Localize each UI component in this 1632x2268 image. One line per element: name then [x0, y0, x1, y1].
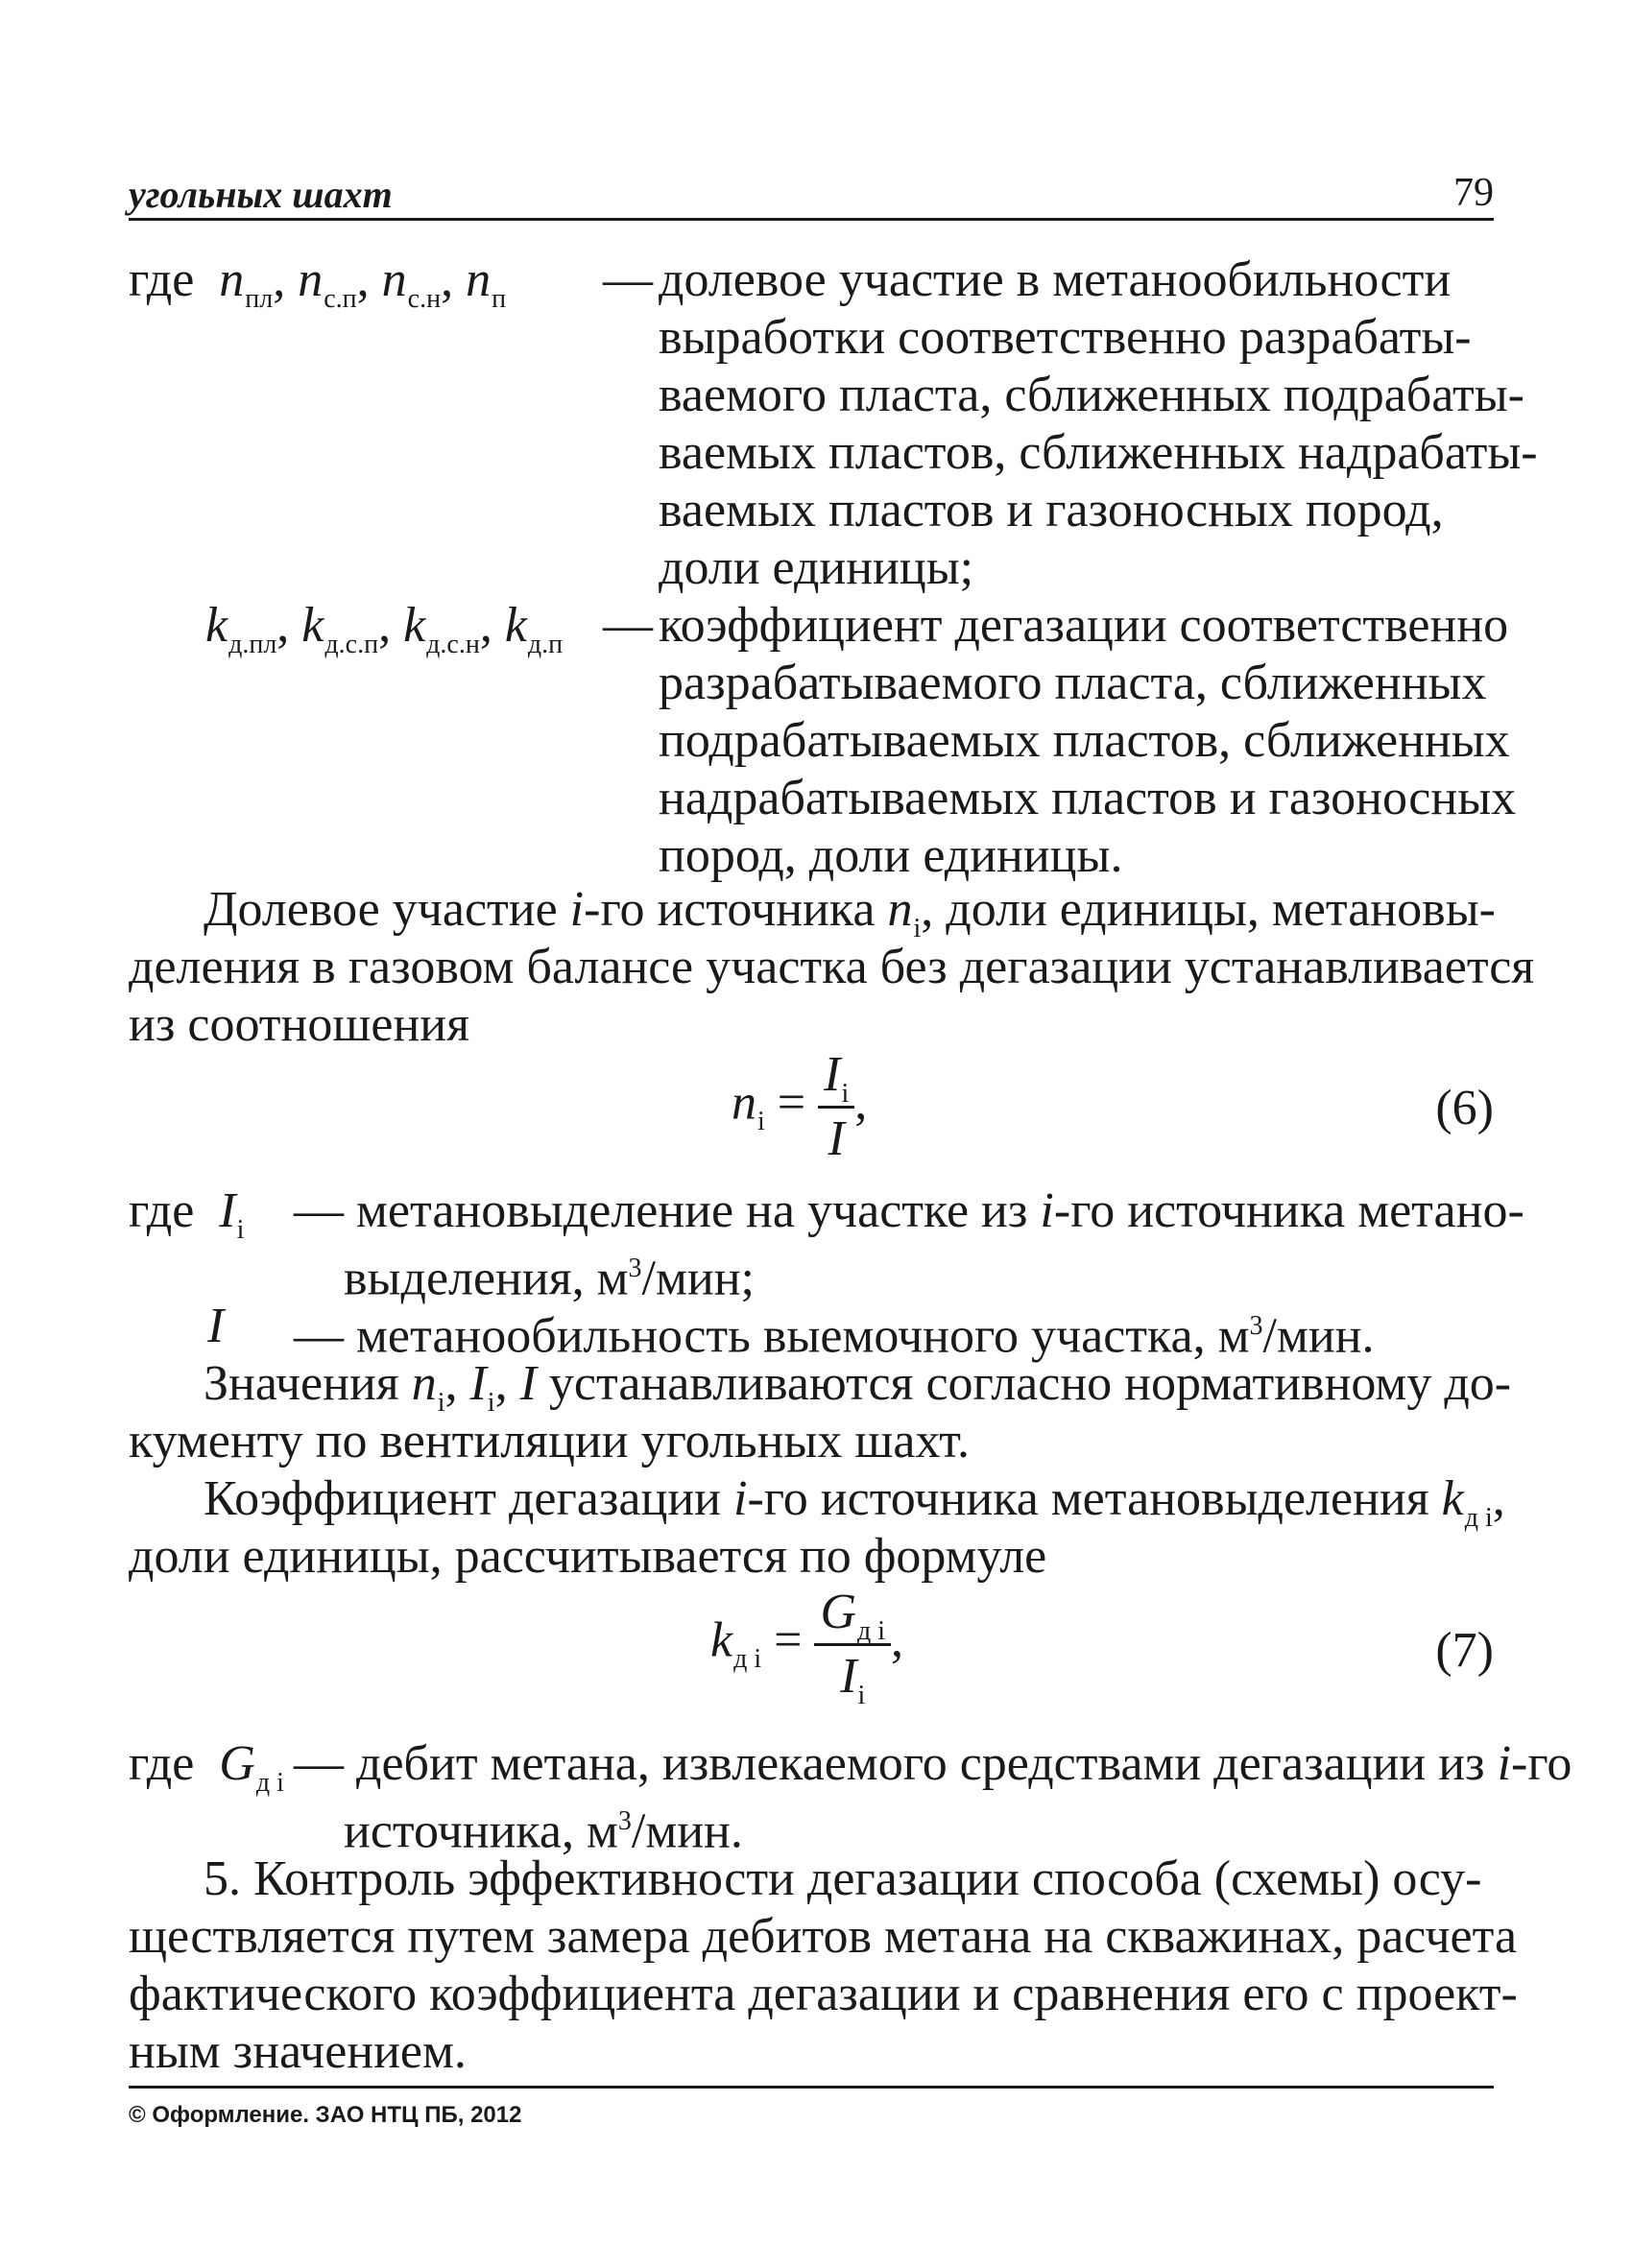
definition-n-symbols: где $n_{пл}$, $n_{с.п}$, $n_{с.н}$, $n_п$	[129, 252, 507, 314]
running-header	[129, 168, 1494, 221]
fraction: $\frac{I_i}{I}$	[818, 1046, 854, 1168]
definition-dash: —	[603, 598, 653, 653]
paragraph-share: Долевое участие i-го источника $n_i$, доли единицы, метановы- деления в газовом балансе участка без дегазации устанавливается из соотношения	[129, 882, 1535, 1052]
footer	[129, 2086, 1494, 2129]
equation-6: $n_i$ = $\frac{I_i}{I}$ ,	[732, 1047, 868, 1166]
equation-number: (6)	[1435, 1081, 1494, 1135]
paragraph-control: 5. Контроль эффективности дегазации способа (схемы) осу- ществляется путем замера дебитов метана на скважинах, расчета фактического коэффициента дегазации и сравнения его с проект- ным значением.	[129, 1851, 1518, 2079]
definition-dash: —	[603, 252, 653, 307]
definition-k	[129, 597, 1517, 885]
definitions-n-k	[129, 251, 1538, 885]
paragraph-values: Значения $n_i$, $I_i$, I устанавливаются согласно нормативному до- кументу по вентиляции угольных шахт.	[129, 1356, 1512, 1468]
document-page: угольных шахт 79 где $n_{пл}$, $n_{с.п}$, $n_{с.н}$, $n_п$ — долевое участие в метанообильности выработки соответственно разрабаты- ваемого пласта, сближенных подрабаты- ваемых пластов, сближенных надрабаты- ваемых пластов и газоносных пород, доли единицы; $k_{д.пл}$, $k_{д.с.п}$, $k_{д.с.н}$, $k_{д.п}$ — коэффициент дегазации соответственно разрабатываемого пласта, сближенных подрабатываемых пластов, сближенных надрабатываемых пластов и газоносных пород, доли единицы. Долевое участие i-го источника $n_i$, доли единицы, метановы- деления в газовом балансе участка без дегазации устанавливается из соотношения $n_i$ = $\frac{I_i}{I}$ , (6) где $I_i$ — метановыделение на участке из i-го источника метано- выделения, $м^3$/мин; I — метанообильность выемочного участка, $м^3$/мин. Значения $n_i$, $I_i$, I устанавливаются согласно нормативному до- кументу по вентиляции угольных шахт. Коэффициент дегазации i-го источника метановыделения $k_{д i}$, доли единицы, рассчитывается по формуле $k_{д i}$ = $\frac{G_{д i}}{I_i}$ , (7) где $G_{д i}$ — дебит метана, извлекаемого средствами дегазации из i-го источника, $м^3$/мин. 5. Контроль эффективности дегазации способа (схемы) осу- ществляется путем замера дебитов метана на скважинах, расчета фактического коэффициента дегазации и сравнения его с проект- ным значением. © Оформление. ЗАО НТЦ ПБ, 2012	[0, 0, 1632, 2268]
definition-n	[129, 251, 1538, 597]
page-number: 79	[1453, 171, 1494, 215]
equation-number: (7)	[1435, 1623, 1494, 1678]
copyright-text: © Оформление. ЗАО НТЦ ПБ, 2012	[129, 2102, 522, 2128]
header-title: угольных шахт	[129, 173, 393, 216]
equation-7: $k_{д i}$ = $\frac{G_{д i}}{I_i}$ ,	[710, 1585, 904, 1710]
paragraph-coefficient: Коэффициент дегазации i-го источника метановыделения $k_{д i}$, доли единицы, рассчитывается по формуле	[129, 1471, 1505, 1584]
definition-n-text: долевое участие в метанообильности выработки соответственно разрабаты- ваемого пласта, сближенных подрабаты- ваемых пластов, сближенных надрабаты- ваемых пластов и газоносных пород, доли единицы;	[659, 252, 1538, 595]
where-word: где	[129, 252, 195, 307]
definition-k-symbols: $k_{д.пл}$, $k_{д.с.п}$, $k_{д.с.н}$, $k_{д.п}$	[205, 598, 564, 659]
definition-k-text: коэффициент дегазации соответственно разрабатываемого пласта, сближенных подрабатываемых пластов, сближенных надрабатываемых пластов и газоносных пород, доли единицы.	[659, 598, 1517, 883]
fraction: $\frac{G_{д i}}{I_i}$	[814, 1584, 891, 1706]
